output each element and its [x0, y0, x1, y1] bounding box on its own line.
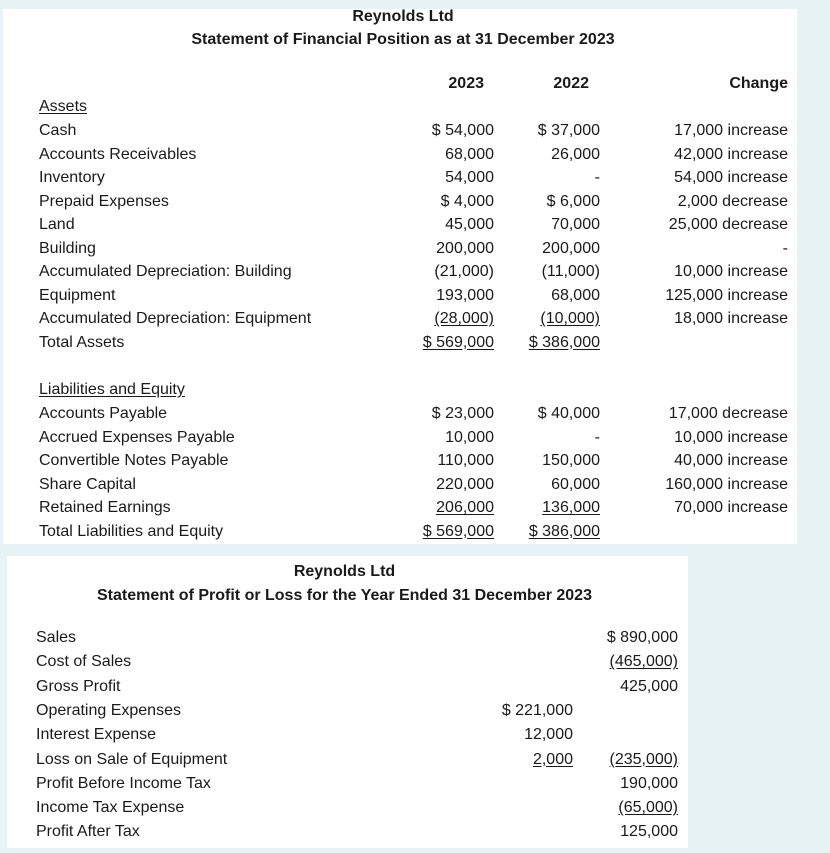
pl-row-label: Income Tax Expense: [36, 799, 185, 817]
value-2023: 206,000: [436, 499, 494, 516]
pl-row-label: Profit Before Income Tax: [36, 774, 211, 792]
change-value: 160,000 increase: [665, 475, 788, 493]
value-2023: 200,000: [436, 239, 494, 257]
row-label: Equipment: [39, 286, 116, 304]
change-value: 10,000 increase: [674, 428, 788, 446]
value-2023: $ 54,000: [431, 122, 494, 139]
sfp-company: Reynolds Ltd: [352, 8, 454, 25]
change-value: 18,000 increase: [674, 310, 788, 327]
pl-row-label: Gross Profit: [36, 677, 121, 695]
spl-company: Reynolds Ltd: [293, 563, 396, 580]
value-2022: 150,000: [542, 452, 600, 469]
value-2022: (10,000): [540, 310, 600, 327]
value-2022: (11,000): [541, 263, 600, 280]
pl-inner-value: $ 221,000: [501, 701, 573, 719]
value-2022: -: [594, 169, 600, 186]
row-label: Land: [39, 216, 75, 233]
change-value: 17,000 increase: [674, 122, 788, 139]
row-label: Accrued Expenses Payable: [39, 428, 235, 446]
value-2022: -: [594, 428, 600, 446]
pl-outer-value: (465,000): [609, 653, 678, 671]
liabilities-heading: Liabilities and Equity: [39, 381, 185, 398]
value-2022: 26,000: [551, 145, 600, 163]
change-value: 40,000 increase: [674, 452, 788, 469]
value-2022: 68,000: [551, 286, 600, 304]
value-2023: (28,000): [434, 310, 494, 327]
change-value: 42,000 increase: [674, 145, 788, 163]
assets-heading: Assets: [39, 98, 88, 115]
value-2023: $ 23,000: [431, 405, 494, 422]
row-label: Accounts Payable: [39, 405, 168, 422]
value-2023: 68,000: [445, 145, 494, 163]
value-2022: $ 386,000: [528, 333, 600, 351]
row-label: Inventory: [39, 169, 105, 186]
value-2022: 70,000: [551, 216, 600, 233]
spl-title: Statement of Profit or Loss for the Year Ended 31 December 2023: [97, 587, 592, 604]
row-label: Convertible Notes Payable: [39, 452, 229, 469]
header-2022: 2022: [553, 75, 589, 92]
pl-row-label: Interest Expense: [36, 726, 157, 744]
row-label: Share Capital: [39, 475, 136, 493]
row-label: Total Assets: [39, 333, 125, 351]
header-2023: 2023: [448, 75, 484, 92]
pl-inner-value: 12,000: [524, 726, 573, 744]
value-2023: 45,000: [445, 216, 494, 233]
value-2023: 54,000: [445, 169, 494, 186]
pl-outer-value: 125,000: [620, 823, 678, 841]
pl-row-label: Operating Expenses: [36, 701, 181, 719]
pl-outer-value: $ 890,000: [606, 629, 678, 646]
pl-row-label: Cost of Sales: [36, 653, 132, 671]
value-2022: 136,000: [542, 499, 600, 516]
pl-outer-value: (235,000): [609, 750, 678, 768]
change-value: 125,000 increase: [665, 286, 788, 304]
change-value: -: [782, 239, 788, 257]
value-2022: 60,000: [551, 475, 600, 493]
value-2022: $ 40,000: [537, 405, 600, 422]
value-2023: $ 569,000: [422, 333, 494, 351]
sfp-title: Statement of Financial Position as at 31 December 2023: [191, 31, 615, 48]
change-value: 17,000 decrease: [668, 405, 788, 422]
change-value: 10,000 increase: [674, 263, 788, 280]
row-label: Prepaid Expenses: [39, 192, 169, 210]
pl-inner-value: 2,000: [532, 750, 573, 768]
pl-outer-value: 425,000: [620, 677, 678, 695]
change-value: 54,000 increase: [674, 169, 788, 186]
change-value: 25,000 decrease: [668, 216, 788, 233]
value-2023: 110,000: [437, 452, 494, 469]
value-2023: 220,000: [436, 475, 494, 493]
row-label: Retained Earnings: [39, 499, 171, 516]
value-2023: 10,000: [445, 428, 494, 446]
pl-outer-value: 190,000: [620, 774, 678, 792]
change-value: 2,000 decrease: [677, 192, 788, 210]
value-2022: $ 6,000: [546, 192, 600, 210]
row-label: Accumulated Depreciation: Building: [39, 263, 292, 280]
financial-position-panel: [3, 9, 797, 544]
row-label: Accumulated Depreciation: Equipment: [39, 310, 312, 327]
change-value: 70,000 increase: [674, 499, 788, 516]
value-2023: $ 4,000: [440, 192, 494, 210]
value-2022: $ 386,000: [528, 522, 600, 540]
value-2023: $ 569,000: [422, 522, 494, 540]
row-label: Building: [39, 239, 96, 257]
pl-outer-value: (65,000): [618, 799, 678, 817]
value-2022: $ 37,000: [537, 122, 600, 139]
row-label: Cash: [39, 122, 77, 139]
pl-row-label: Sales: [36, 629, 77, 646]
profit-loss-panel: [7, 556, 688, 848]
pl-row-label: Loss on Sale of Equipment: [36, 750, 228, 768]
row-label: Total Liabilities and Equity: [39, 522, 224, 540]
pl-row-label: Profit After Tax: [36, 823, 140, 841]
value-2023: (21,000): [434, 263, 494, 280]
value-2023: 193,000: [436, 286, 494, 304]
header-change: Change: [729, 75, 788, 92]
value-2022: 200,000: [542, 239, 600, 257]
row-label: Accounts Receivables: [39, 145, 197, 163]
